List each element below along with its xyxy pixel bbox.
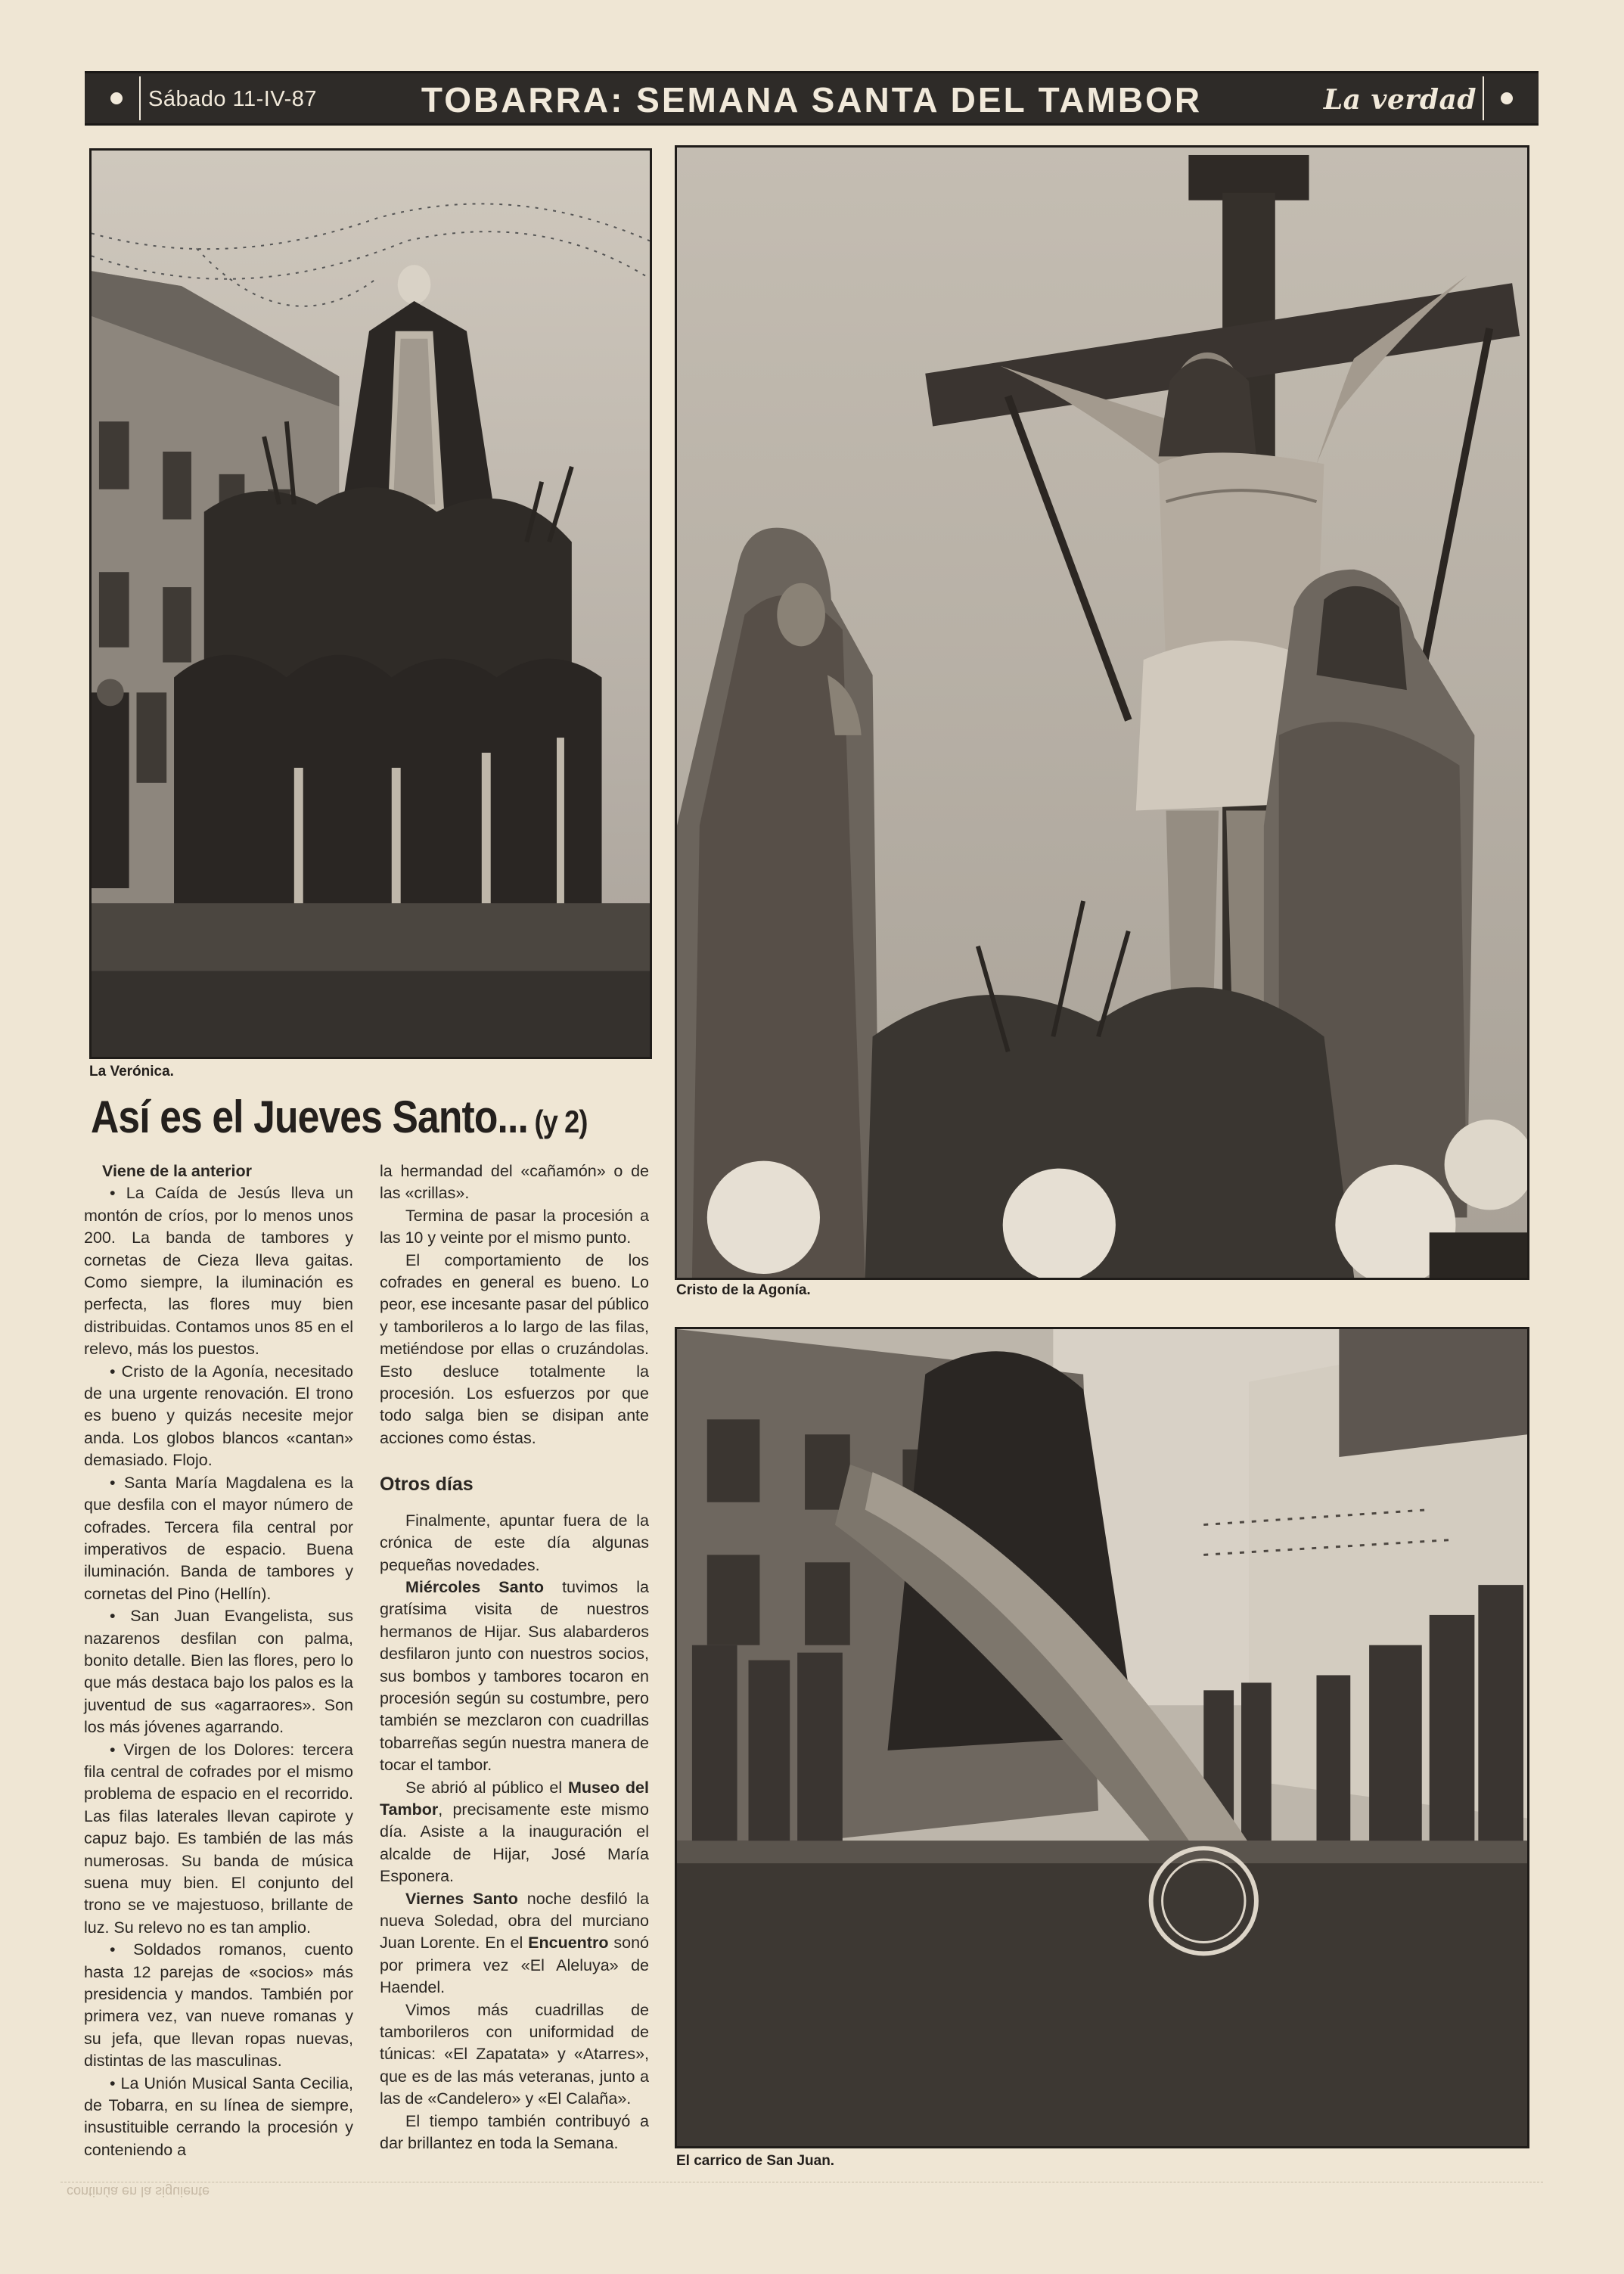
paragraph: El tiempo también contribuyó a dar brillantez en toda la Semana. [380, 2111, 649, 2153]
article-column-2 [380, 1160, 649, 2154]
paragraph: • Soldados romanos, cuento hasta 12 parejas de «socios» más presidencia y mandos. También por primera vez, van nueve romanas y su jefa, que llevan ropas nuevas, distintas de las masculinas. [84, 1940, 353, 2071]
paragraph [380, 1888, 649, 1999]
paragraph: Finalmente, apuntar fuera de la crónica de este día algunas pequeñas novedades. [380, 1511, 649, 1574]
paragraph [380, 1777, 649, 1888]
bleed-through-text: continúa en la siguiente [67, 2184, 210, 2199]
paragraph-text: noche desfiló la nueva Soledad, obra del murciano Juan Lorente. En el [380, 1889, 649, 1952]
paragraph-text: sonó por primera vez «El Aleluya» de Haendel. [380, 1934, 649, 1997]
paragraph-text: , precisamente este mismo día. Asiste a la inauguración el alcalde de Hijar, José María Esponera. [380, 1800, 649, 1886]
paragraph: • La Unión Musical Santa Cecilia, de Tobarra, en su línea de siempre, insustituible cerrando la procesión y conteniendo a [84, 2074, 353, 2159]
cristo-image [677, 148, 1527, 1278]
paragraph-text: Se abrió al público el [405, 1778, 568, 1797]
headline-main: Así es el Jueves Santo... [91, 1092, 528, 1142]
issue-date: Sábado 11-IV-87 [148, 87, 318, 111]
paragraph: • Santa María Magdalena es la que desfila con el mayor número de cofrades. Tercera fila central por imperativos de espacio. Buena iluminación. Banda de tambores y cornetas del Pino (Hellín). [84, 1473, 353, 1603]
paragraph: la hermandad del «cañamón» o de las «crillas». [380, 1162, 649, 1203]
header-bullet-right [1501, 92, 1513, 104]
bold-term: Encuentro [528, 1934, 609, 1952]
page-header-bar [85, 71, 1539, 126]
paragraph: Termina de pasar la procesión a las 10 y veinte por el mismo punto. [380, 1206, 649, 1247]
photo-el-carrico-de-san-juan [675, 1327, 1529, 2148]
article-headline [91, 1091, 588, 1143]
veronica-image [92, 151, 650, 1057]
photo-la-veronica [89, 148, 652, 1059]
carrico-image [677, 1329, 1527, 2146]
paragraph: • Cristo de la Agonía, necesitado de una urgente renovación. El trono es bueno y quizás necesite mejor anda. Los globos blancos «cantan» demasiado. Flojo. [84, 1362, 353, 1470]
paragraph: El comportamiento de los cofrades en general es bueno. Lo peor, ese incesante pasar del público y tamborileros a lo largo de las filas, metiéndose por ellas o cruzándolas. Esto desluce totalmente la procesión. Los esfuerzos por que todo salga bien se disipan ante acciones como éstas. [380, 1250, 649, 1447]
section-title: TOBARRA: SEMANA SANTA DEL TAMBOR [421, 80, 1203, 120]
paragraph: • Virgen de los Dolores: tercera fila central de cofrades por el mismo problema de espacio en el recorrido. Las filas laterales llevan capirote y capuz bajo. Es también de las más numerosas. Su banda de música suena muy bien. El conjunto del trono se ve majestuoso, brillante de luz. Su relevo no es tan amplio. [84, 1740, 353, 1937]
caption-la-veronica: La Verónica. [89, 1064, 174, 1080]
paragraph: • San Juan Evangelista, sus nazarenos desfilan con palma, bonito detalle. Bien las flores, pero lo que más destaca bajo los palos es la juventud de sus «agarraores». Son los más jóvenes agarrando. [84, 1607, 353, 1737]
newspaper-logo: La verdad [1323, 84, 1477, 116]
paragraph [380, 1577, 649, 1777]
paragraph: Vimos más cuadrillas de tamborileros con uniformidad de túnicas: «El Zapatata» y «Atarres», que es de las más veteranas, junto a las de «Candelero» y «El Calaña». [380, 2000, 649, 2108]
caption-cristo-de-la-agonia: Cristo de la Agonía. [676, 1282, 811, 1298]
paragraph-text: tuvimos la gratísima visita de nuestros hermanos de Hijar. Sus alabarderos desfilaron junto con nuestros socios, sus bombos y tambores tocaron en procesión según su costumbre, pero también se mezclaron con cuadrillas tobarreñas según nuestra manera de tocar el tambor. [380, 1577, 649, 1775]
bottom-rule [61, 2182, 1543, 2183]
headline-part-number: (y 2) [534, 1104, 588, 1139]
paragraph: • La Caída de Jesús lleva un montón de críos, por lo menos unos 200. La banda de tambores y cornetas de Cieza lleva gaitas. Como siempre, la iluminación es perfecta, las flores muy bien distribuidas. Contamos unos 85 en el relevo, más los puestos. [84, 1184, 353, 1359]
article-kicker: Viene de la anterior [102, 1162, 252, 1180]
caption-el-carrico-de-san-juan: El carrico de San Juan. [676, 2153, 835, 2169]
bold-term: Miércoles Santo [405, 1577, 544, 1596]
article-column-1 [84, 1160, 353, 2161]
subheading-otros-dias: Otros días [380, 1474, 474, 1496]
photo-cristo-de-la-agonia [675, 145, 1529, 1280]
bold-term: Museo del Tambor [380, 1778, 649, 1819]
bold-term: Viernes Santo [405, 1889, 518, 1908]
